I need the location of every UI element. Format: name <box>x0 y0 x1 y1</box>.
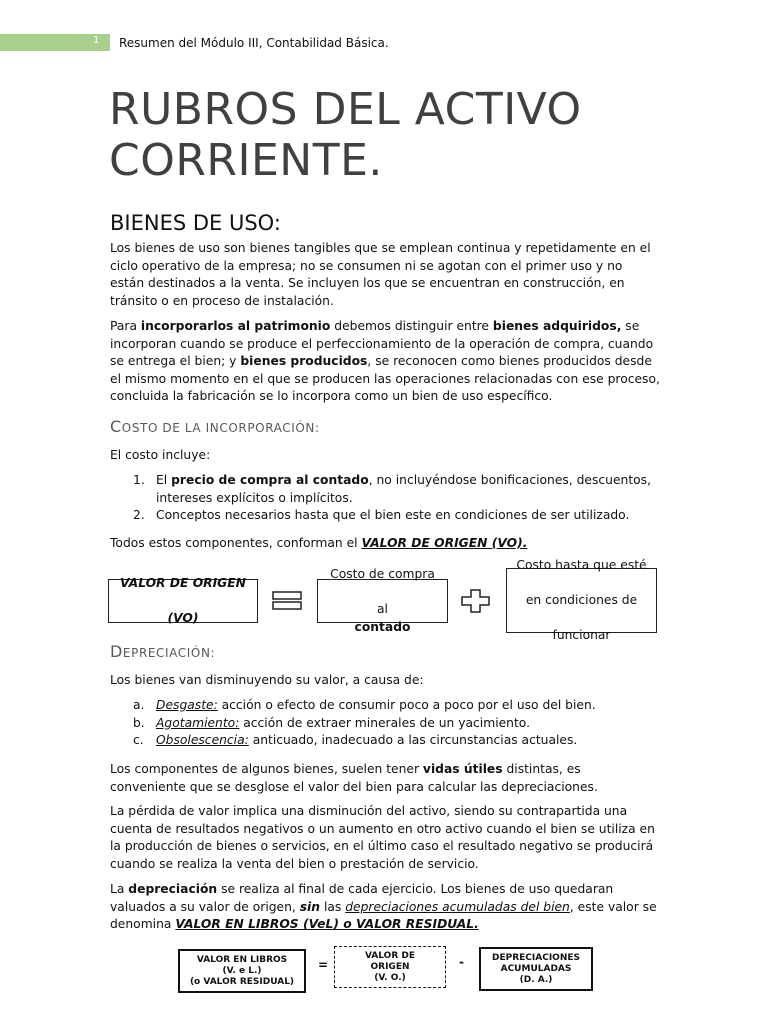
costo-intro: El costo incluye: <box>110 448 211 462</box>
paragraph-depreciacion: La depreciación se realiza al final de cada ejercicio. Los bienes de uso quedaran valuados a su valor de origen, sin las depreciaciones acumuladas del bien, este valor se denomina VALOR EN LIBROS (VeL) o VALOR RESIDUAL. <box>110 882 657 932</box>
depreciacion-intro: Los bienes van disminuyendo su valor, a causa de: <box>110 673 424 687</box>
list-item: 1. El precio de compra al contado, no incluyéndose bonificaciones, descuentos, intereses explícitos o implícitos. <box>133 473 651 505</box>
heading-bienes-de-uso: BIENES DE USO: <box>110 211 281 235</box>
paragraph-perdida-valor: La pérdida de valor implica una disminución del activo, siendo su contrapartida una cuenta de resultados negativos o un aumento en otro activo cuando el bien se utiliza en la producción de bienes o servicios, en el último caso el resultado negativo se producirá cuando se realiza la venta del bien o prestación de servicio. <box>110 804 655 871</box>
list-item: c. Obsolescencia: anticuado, inadecuado a las circunstancias actuales. <box>133 733 578 747</box>
paragraph-incorporation: Para incorporarlos al patrimonio debemos distinguir entre bienes adquiridos, se incorporan cuando se produce el perfeccionamiento de la operación de compra, cuando se entrega el bien; y bienes producidos, se reconocen como bienes producidos desde el mismo momento en el que se producen las operaciones relacionadas con ese proceso, concluida la fabricación se lo incorpora como un bien de uso específico. <box>110 319 660 404</box>
list-item: b. Agotamiento: acción de extraer minerales de un yacimiento. <box>133 716 531 730</box>
list-item: a. Desgaste: acción o efecto de consumir poco a poco por el uso del bien. <box>133 698 596 712</box>
heading-depreciacion: DEPRECIACIÓN: <box>110 642 216 661</box>
paragraph-componentes: Los componentes de algunos bienes, suelen tener vidas útiles distintas, es conveniente que se desglose el valor del bien para calcular las depreciaciones. <box>110 762 598 794</box>
paragraph-definition: Los bienes de uso son bienes tangibles que se emplean continua y repetidamente en el ciclo operativo de la empresa; no se consumen ni se agotan con el primer uso y no están destinados a la venta. Se incluyen los que se encuentran en construcción, en tránsito o en proceso de instalación. <box>110 241 651 308</box>
heading-costo: COSTO DE LA INCORPORACIÓN: <box>110 417 320 436</box>
paragraph-valor-origen: Todos estos componentes, conforman el VALOR DE ORIGEN (VO). <box>110 536 528 550</box>
page-number: 1 <box>93 35 100 46</box>
formula-box-costo-compra: Costo de compra al contado <box>317 579 448 623</box>
title-line-2: CORRIENTE. <box>109 135 383 186</box>
formula-box-depreciaciones: DEPRECIACIONES ACUMULADAS (D. A.) <box>479 947 593 991</box>
list-item: 2. Conceptos necesarios hasta que el bien este en condiciones de ser utilizado. <box>133 508 630 522</box>
minus-sign: - <box>459 955 464 969</box>
formula-box-valor-origen: VALOR DE ORIGEN (VO) <box>108 579 258 623</box>
title-line-1: RUBROS DEL ACTIVO <box>109 84 582 135</box>
formula-box-costo-condiciones: Costo hasta que esté en condiciones de funcionar <box>506 568 657 633</box>
page-title <box>109 84 582 186</box>
formula-box-valor-origen-scan: VALOR DE ORIGEN (V. O.) <box>334 946 446 988</box>
formula-box-valor-libros: VALOR EN LIBROS (V. e L.) (o VALOR RESIDUAL) <box>178 949 306 993</box>
plus-icon <box>461 589 491 613</box>
equals-icon <box>272 591 303 611</box>
running-header: Resumen del Módulo III, Contabilidad Básica. <box>119 36 389 50</box>
equals-sign: = <box>318 958 329 972</box>
